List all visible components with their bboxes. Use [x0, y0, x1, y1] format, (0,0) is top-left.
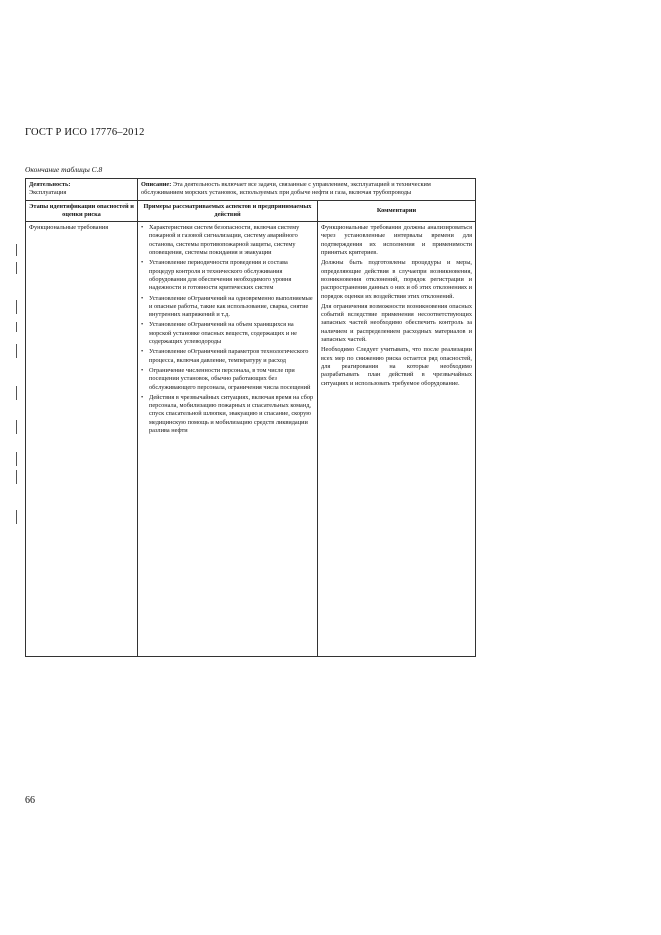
list-item — [141, 259, 314, 292]
change-bar — [16, 452, 17, 466]
risk-table — [25, 178, 476, 657]
bullet-icon: • — [141, 393, 144, 401]
list-item — [141, 366, 314, 392]
change-bar — [16, 470, 17, 484]
bullet-icon: • — [141, 259, 144, 267]
activity-label: Деятельность: — [29, 181, 71, 188]
comment-paragraph: Для ограничения возможности возникновения опасных событий вследствие применения несоответствующих запасных частей необходимо обеспечить контроль за наличием и распределением расходных материалов и запасных частей. — [321, 302, 472, 344]
list-item — [141, 321, 314, 346]
change-bar — [16, 344, 17, 358]
comments-cell — [318, 222, 476, 657]
list-item — [141, 224, 314, 257]
list-item-text: Действия в чрезвычайных ситуациях, включая время на сбор персонала, мобилизацию пожарных и спасательных команд, спуск спасательной шлюпки, эвакуацию и спасание, скорую медицинскую помощь и мобилизацию средств ликвидации разлива нефти — [149, 393, 314, 435]
description-label: Описание: — [141, 181, 172, 188]
list-item-text: Установление периодичности проведения и состава процедур контроля и технического обслуживания оборудования для обеспечения необходимого уровня надежности и готовности критических систем — [149, 259, 292, 292]
change-bar — [16, 262, 17, 274]
activity-cell — [26, 179, 138, 201]
bullet-icon: • — [141, 348, 144, 356]
change-bar — [16, 420, 17, 434]
list-item — [141, 294, 314, 320]
description-cell — [138, 179, 476, 201]
bullet-icon: • — [141, 321, 144, 329]
column-header-comments: Комментарии — [318, 200, 476, 222]
stage-text: Функциональные требования — [29, 224, 109, 232]
list-item-text: Установление оОграничений на одновременно выполняемые и опасные работы, такие как использование, сварка, снятие внутренних напряжений и т.д. — [149, 294, 313, 319]
list-item-text: Характеристики систем безопасности, включая систему пожарной и газовой сигнализации, систему аварийного останова, системы противопожарной защиты, систему оповещения, системы покидания и эвакуации — [149, 224, 300, 257]
list-item — [141, 393, 314, 435]
column-header-stage: Этапы идентификации опасностей и оценки риска — [26, 200, 138, 222]
header-row — [26, 200, 476, 222]
comment-paragraph: Должны быть подготовлены процедуры и меры, определяющие действия в случаепри возникновения, возникновения отклонений, порядок регистрации и распространения данных о них и об этих отклонениях и порядок оценки их воздействия этих отклонений. — [321, 259, 472, 300]
change-bar — [16, 510, 17, 524]
page-number: 66 — [25, 795, 35, 806]
list-item-text: Установление оОграничений параметров технологического процесса, включая давление, температуру и расход — [149, 348, 309, 364]
list-item-text: Установление оОграничений на объем хранящихся на морской установке опасных веществ, содержащих и не содержащих углеводороды — [149, 321, 297, 346]
column-header-aspects: Примеры рассматриваемых аспектов и предпринимаемых действий — [138, 200, 318, 222]
bullet-icon: • — [141, 366, 144, 374]
comment-paragraph: Необходимо Следует учитывать, что после реализации всех мер по снижению риска остается ряд опасностей, для реагирования на которые необходимо разрабатывать план действий в чрезвычайных ситуациях и использовать требуемое оборудование. — [321, 346, 472, 387]
activity-value: Эксплуатация — [29, 189, 67, 197]
change-bar — [16, 386, 17, 400]
activity-row — [26, 179, 476, 201]
aspects-cell — [138, 222, 318, 657]
bullet-icon: • — [141, 294, 144, 302]
document-header: ГОСТ Р ИСО 17776–2012 — [25, 127, 145, 138]
list-item-text: Ограничение численности персонала, в том числе при посещении установок, обычно работающих без обслуживающего персонала, ограничения числа посещений — [149, 366, 311, 391]
table-caption: Окончание таблицы С.8 — [25, 165, 103, 174]
stage-cell — [26, 222, 138, 657]
bullet-icon: • — [141, 224, 144, 232]
comment-paragraph: Функциональные требования должны анализироваться через установленные интервалы времени для подтверждения их исполнения и применимости принятых критериев. — [321, 224, 472, 257]
change-bar — [16, 244, 17, 256]
actions-list — [141, 224, 314, 435]
change-bar — [16, 322, 17, 332]
change-bar — [16, 300, 17, 314]
description-text: Эта деятельность включает все задачи, связанные с управлением, эксплуатацией и техническим обслуживанием морских установок, используемых при добыче нефти и газа, включая трубопроводы — [141, 181, 431, 197]
table-row — [26, 222, 476, 657]
list-item — [141, 348, 314, 365]
